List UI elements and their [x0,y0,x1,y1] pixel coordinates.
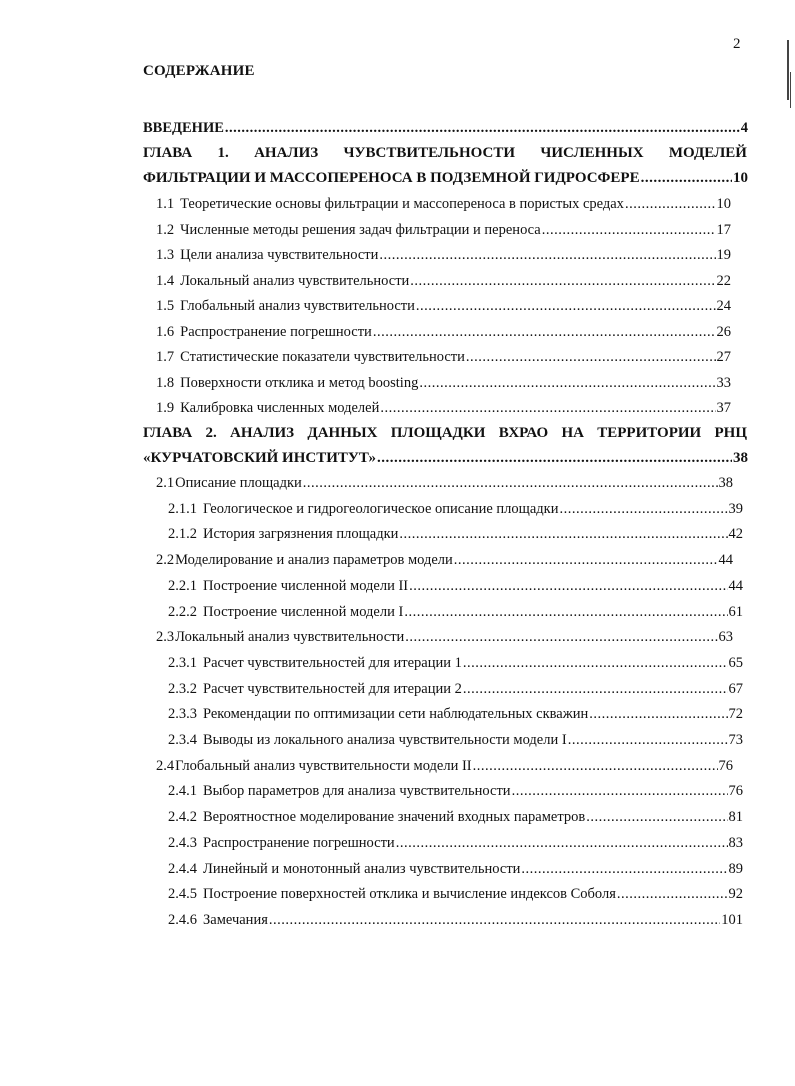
dot-leader [416,298,716,315]
toc-entry[interactable] [156,552,733,569]
dot-leader [473,758,718,775]
toc-entry-number: 2.4.5 [168,886,197,903]
toc-entry-number: 2.2.1 [168,577,197,594]
toc-entry-number: 2.2.2 [168,603,197,620]
dot-leader [405,629,717,646]
toc-entry-page: 61 [728,603,743,620]
toc-entry-number: 2.3 [156,629,175,646]
dot-leader [466,349,716,366]
heading-word: ПЛОЩАДКИ [390,425,486,441]
toc-entry[interactable] [156,375,731,392]
toc-entry-label: Глобальный анализ чувствительности модели II [175,757,472,774]
toc-entry-number: 1.6 [156,323,175,340]
toc-entry-page: 73 [728,732,743,748]
dot-leader [379,247,715,264]
toc-entry-number: 1.2 [156,221,175,238]
heading-word: АНАЛИЗ [230,425,295,441]
toc-entry[interactable] [168,706,743,723]
heading-word: ЧИСЛЕННЫХ [540,145,644,161]
toc-entry-label: Вероятностное моделирование значений входных параметров [203,809,586,826]
dot-leader [463,681,728,698]
toc-entry-page: 42 [728,526,743,543]
toc-entry-page: 10 [716,196,731,212]
toc-entry-page: 89 [728,860,743,877]
dot-leader [419,375,715,392]
heading-word: НА [561,425,584,441]
toc-entry-label: История загрязнения площадки [203,526,399,543]
toc-entry-page: 19 [716,247,731,263]
dot-leader [463,655,728,672]
toc-entry[interactable] [168,604,743,621]
toc-entry-page: 4 [740,120,748,136]
toc-entry-page: 44 [728,577,743,594]
heading-word: ВХРАО [498,425,549,441]
dot-leader [269,912,720,929]
toc-entry-page: 76 [728,783,743,800]
heading-word: РНЦ [714,425,747,441]
toc-entry[interactable] [168,501,743,518]
toc-entry-label: Построение численной модели I [203,603,404,620]
toc-entry-number: 2.1 [156,475,175,491]
toc-entry-label: Теоретические основы фильтрации и массопереноса в пористых средах [180,196,624,212]
toc-entry[interactable] [168,655,743,672]
toc-entry-page: 92 [728,886,743,903]
toc-entry[interactable] [156,273,731,290]
toc-entry-page: 101 [721,911,743,928]
dot-leader [589,706,727,723]
toc-entry-number: 1.3 [156,247,175,263]
toc-entry-number: 2.4.6 [168,911,197,928]
toc-entry-label: Расчет чувствительностей для итерации 1 [203,654,462,671]
toc-entry-number: 2.4.1 [168,783,197,800]
toc-entry-number: 1.7 [156,349,175,365]
dot-leader [409,578,727,595]
dot-leader [380,400,715,417]
toc-entry-page: 44 [718,552,733,569]
toc-entry-page: 37 [716,400,731,416]
toc-entry-page: 67 [728,680,743,697]
toc-entry-label: Поверхности отклика и метод boosting [180,374,419,391]
heading-word: ЧУВСТВИТЕЛЬНОСТИ [343,145,515,161]
scan-edge-mark [787,40,789,100]
toc-entry-chapter-2[interactable] [143,450,748,467]
heading-word: 2. [205,425,217,441]
toc-entry[interactable] [156,758,733,775]
toc-entry-label: Линейный и монотонный анализ чувствительности [203,860,521,877]
dot-leader [399,526,727,543]
toc-entry[interactable] [156,222,731,239]
dot-leader [542,222,716,239]
toc-entry-page: 63 [718,629,733,646]
toc-entry[interactable] [156,349,731,366]
dot-leader [641,170,732,187]
toc-entry-label: Моделирование и анализ параметров модели [175,552,453,569]
toc-entry-label: ФИЛЬТРАЦИИ И МАССОПЕРЕНОСА В ПОДЗЕМНОЙ ГИДРОСФЕРЕ [143,170,640,186]
chapter-1-heading-line1 [143,145,747,162]
heading-word: ГЛАВА [143,425,193,441]
toc-entry-number: 1.1 [156,196,175,212]
toc-entry-page: 10 [733,170,748,186]
toc-entry-page: 17 [716,221,731,238]
toc-entry-number: 2.3.4 [168,732,197,748]
toc-entry-label: Рекомендации по оптимизации сети наблюдательных скважин [203,706,589,723]
toc-entry[interactable] [156,475,733,492]
toc-entry-label: Распространение погрешности [203,834,395,851]
toc-entry[interactable] [168,861,743,878]
toc-entry-page: 24 [716,298,731,314]
toc-entry[interactable] [156,298,731,315]
toc-entry-page: 81 [728,809,743,826]
toc-entry-number: 1.4 [156,272,175,289]
toc-entry-number: 2.3.2 [168,680,197,697]
toc-entry-label: Замечания [203,911,268,928]
toc-entry-page: 26 [716,323,731,340]
dot-leader [454,552,718,569]
toc-entry-number: 2.4.3 [168,834,197,851]
toc-entry-page: 22 [716,272,731,289]
toc-entry-page: 38 [718,475,733,491]
toc-entry-page: 39 [728,500,743,517]
toc-title: СОДЕРЖАНИЕ [143,63,255,79]
toc-entry-chapter-1[interactable] [143,170,748,187]
toc-entry-label: Построение поверхностей отклика и вычисление индексов Соболя [203,886,616,903]
toc-entry-number: 1.5 [156,298,175,314]
toc-entry-number: 2.4.4 [168,860,197,877]
page-number: 2 [733,36,741,52]
heading-word: ДАННЫХ [307,425,378,441]
toc-entry[interactable] [168,912,743,929]
toc-entry[interactable] [168,732,743,749]
chapter-2-heading-line1 [143,425,747,442]
dot-leader [512,783,728,800]
toc-entry-label: ВВЕДЕНИЕ [143,120,224,136]
toc-entry-label: Калибровка численных моделей [180,400,380,416]
toc-entry-label: «КУРЧАТОВСКИЙ ИНСТИТУТ» [143,450,377,466]
toc-entry-page: 65 [728,654,743,671]
toc-entry-number: 1.9 [156,400,175,416]
toc-entry-page: 33 [716,374,731,391]
toc-entry[interactable] [156,400,731,417]
toc-entry-number: 2.4.2 [168,809,197,826]
toc-entry-number: 2.2 [156,552,175,569]
toc-entry-label: Локальный анализ чувствительности [180,272,410,289]
toc-entry-label: Цели анализа чувствительности [180,247,379,263]
toc-entry-number: 2.4 [156,757,175,774]
toc-entry-number: 2.1.2 [168,526,197,543]
toc-entry-label: Статистические показатели чувствительности [180,349,465,365]
toc-entry[interactable] [168,526,743,543]
dot-leader [625,196,716,213]
dot-leader [303,475,718,492]
toc-entry-label: Численные методы решения задач фильтрации и переноса [180,221,541,238]
dot-leader [617,886,728,903]
dot-leader [396,835,728,852]
heading-word: АНАЛИЗ [254,145,319,161]
toc-entry[interactable] [156,629,733,646]
dot-leader [404,604,727,621]
toc-entry[interactable] [168,578,743,595]
toc-entry-number: 2.1.1 [168,500,197,517]
toc-entry-page: 76 [718,757,733,774]
toc-entry-number: 2.3.1 [168,654,197,671]
dot-leader [225,120,740,137]
dot-leader [521,861,727,878]
toc-entry[interactable] [168,886,743,903]
toc-entry[interactable] [156,324,731,341]
toc-entry-number: 1.8 [156,374,175,391]
toc-entry-number: 2.3.3 [168,706,197,723]
toc-entry[interactable] [156,196,731,213]
toc-entry-label: Локальный анализ чувствительности [175,629,405,646]
toc-entry-intro[interactable] [143,120,748,137]
toc-entry-label: Глобальный анализ чувствительности [180,298,415,314]
toc-entry-label: Описание площадки [175,475,302,491]
toc-entry-label: Распространение погрешности [180,323,372,340]
dot-leader [410,273,715,290]
heading-word: 1. [217,145,229,161]
toc-entry-label: Расчет чувствительностей для итерации 2 [203,680,462,697]
dot-leader [559,501,727,518]
toc-entry-label: Выводы из локального анализа чувствительности модели I [203,732,567,748]
scan-edge-mark [790,72,791,108]
toc-entry-page: 72 [728,706,743,723]
toc-entry-page: 83 [728,834,743,851]
toc-entry[interactable] [168,809,743,826]
toc-entry[interactable] [168,835,743,852]
toc-entry-page: 27 [716,349,731,365]
toc-entry-label: Геологическое и гидрогеологическое описание площадки [203,500,559,517]
heading-word: МОДЕЛЕЙ [668,145,747,161]
heading-word: ТЕРРИТОРИИ [597,425,702,441]
dot-leader [586,809,727,826]
toc-entry-label: Выбор параметров для анализа чувствительности [203,783,511,800]
toc-entry-page: 38 [733,450,748,466]
dot-leader [377,450,732,467]
toc-entry[interactable] [156,247,731,264]
heading-word: ГЛАВА [143,145,193,161]
toc-entry[interactable] [168,681,743,698]
toc-entry-label: Построение численной модели II [203,577,409,594]
dot-leader [373,324,716,341]
toc-entry[interactable] [168,783,743,800]
dot-leader [568,732,728,749]
